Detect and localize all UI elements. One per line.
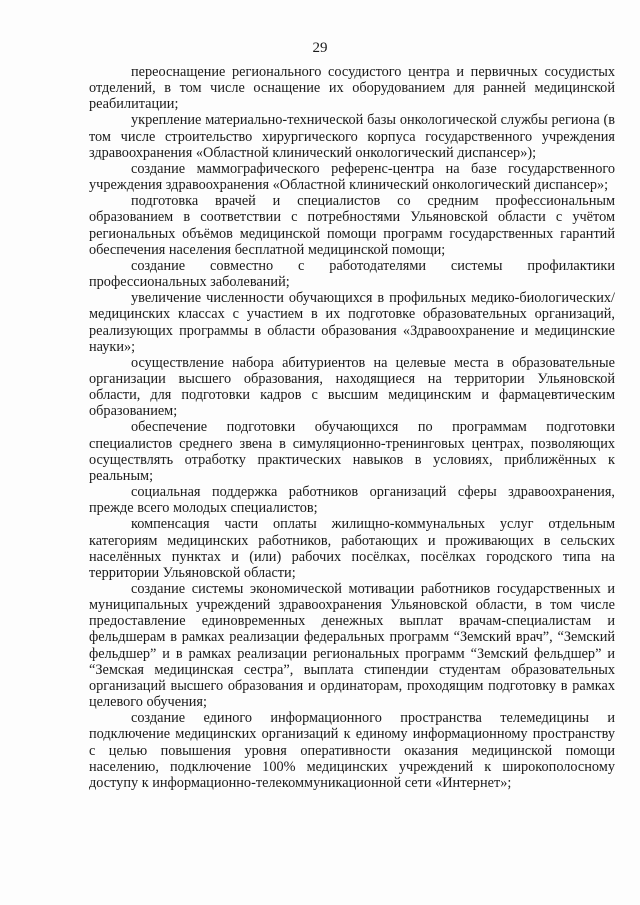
paragraph: создание единого информационного пространства телемедицины и подключение медицинских организаций к единому информационному пространству с целью повышения уровня оперативности оказания медицинской помощи населению, подключение 100% медицинских учреждений к широкополосному доступу к информационно-телекоммуникационной сети «Интернет»; <box>89 710 615 791</box>
paragraph: укрепление материально-технической базы онкологической службы региона (в том числе строительство хирургического корпуса государственного учреждения здравоохранения «Областной клинический онкологический диспансер»); <box>89 112 615 161</box>
paragraph: осуществление набора абитуриентов на целевые места в образовательные организации высшего образования, находящиеся на территории Ульяновской области, для подготовки кадров с высшим медицинским и фармацевтическим образованием; <box>89 354 615 420</box>
document-body <box>89 64 615 791</box>
page-number: 29 <box>312 40 328 56</box>
paragraph: создание системы экономической мотивации работников государственных и муниципальных учреждений здравоохранения Ульяновской области, в том числе предоставление единовременных денежных выплат врачам-специалистам и фельдшерам в рамках реализации федеральных программ “Земский врач”, “Земский фельдшер” и в рамках реализации региональных программ “Земский фельдшер” и “Земская медицинская сестра”, выплата стипендии студентам образовательных организаций высшего образования и ординаторам, проходящим подготовку в рамках целевого обучения; <box>89 581 615 711</box>
paragraph: увеличение численности обучающихся в профильных медико-биологических/медицинских классах с участием в их подготовке образовательных организаций, реализующих программы в области образования «Здравоохранение и медицинские науки»; <box>89 290 615 355</box>
paragraph: подготовка врачей и специалистов со средним профессиональным образованием в соответствии с потребностями Ульяновской области с учётом региональных объёмов медицинской помощи программ государственных гарантий обеспечения населения бесплатной медицинской помощи; <box>89 193 615 258</box>
paragraph: компенсация части оплаты жилищно-коммунальных услуг отдельным категориям медицинских работников, работающих и проживающих в сельских населённых пунктах и (или) рабочих посёлках, посёлках городского типа на территории Ульяновской области; <box>89 516 615 581</box>
paragraph: социальная поддержка работников организаций сферы здравоохранения, прежде всего молодых специалистов; <box>89 484 615 517</box>
paragraph: создание маммографического референс-центра на базе государственного учреждения здравоохранения «Областной клинический онкологический диспансер»; <box>89 160 615 194</box>
paragraph: создание совместно с работодателями системы профилактики профессиональных заболеваний; <box>89 257 615 291</box>
paragraph: обеспечение подготовки обучающихся по программам подготовки специалистов среднего звена в симуляционно-тренинговых центрах, позволяющих осуществлять отработку практических навыков в условиях, приближённых к реальным; <box>89 419 615 484</box>
paragraph: переоснащение регионального сосудистого центра и первичных сосудистых отделений, в том числе оснащение их оборудованием для ранней медицинской реабилитации; <box>89 64 615 113</box>
